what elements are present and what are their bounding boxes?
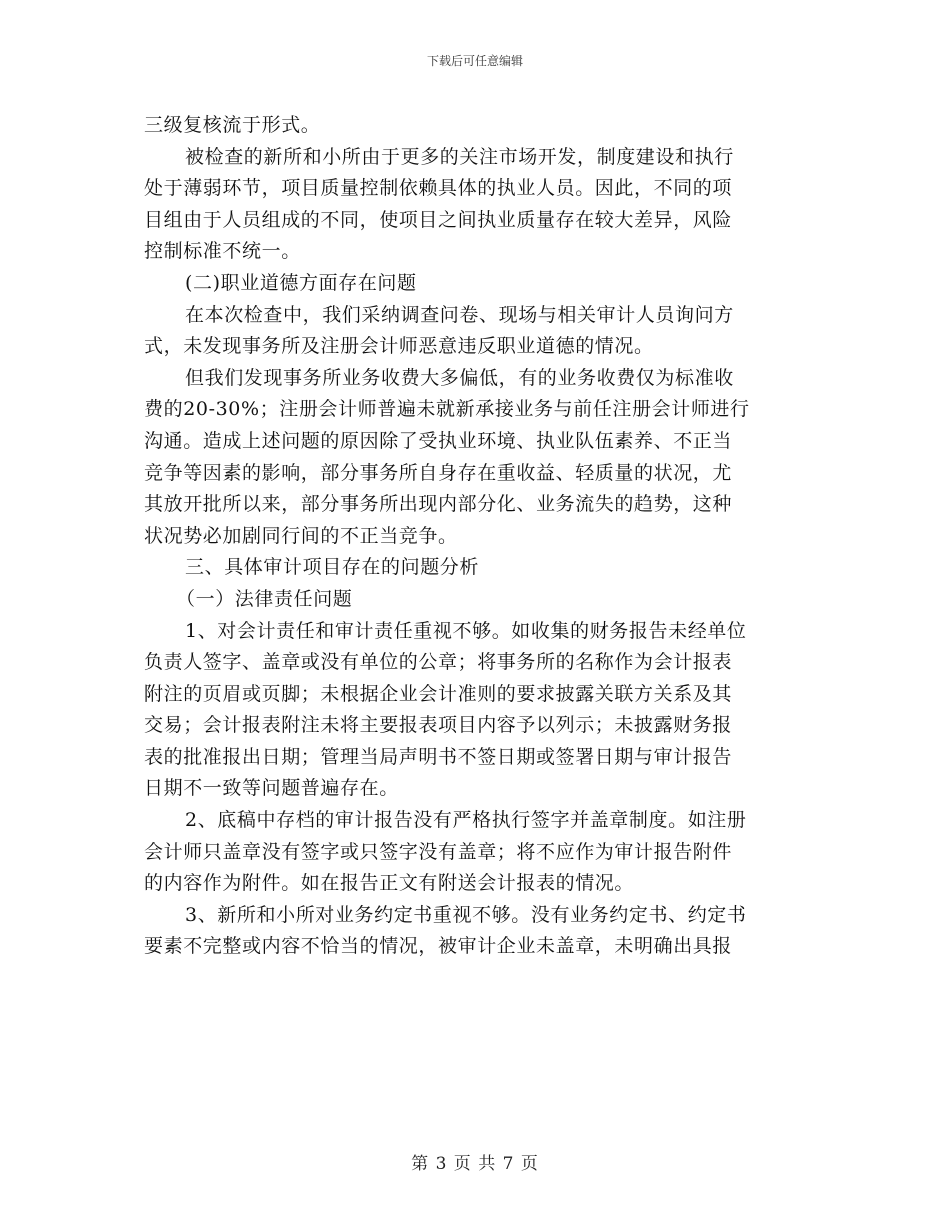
text-line: 负责人签字、盖章或没有单位的公章；将事务所的名称作为会计报表: [144, 651, 733, 674]
text-line: 三级复核流于形式。: [144, 114, 321, 136]
paragraph-start: 但我们发现事务所业务收费大多偏低，有的业务收费仅为标准收: [185, 366, 734, 389]
text-line: 目组由于人员组成的不同，使项目之间执业质量存在较大差异，风险: [144, 208, 733, 231]
paragraph-start: 在本次检查中，我们采纳调查问卷、现场与相关审计人员询问方: [185, 303, 734, 326]
text-line: 状况势必加剧同行间的不正当竞争。: [144, 524, 458, 547]
text-line: 控制标准不统一。: [144, 240, 301, 263]
text-line: 竞争等因素的影响，部分事务所自身存在重收益、轻质量的状况，尤: [144, 461, 733, 484]
paragraph-start: 被检查的新所和小所由于更多的关注市场开发，制度建设和执行: [185, 145, 734, 168]
section-heading: 三、具体审计项目存在的问题分析: [185, 556, 480, 579]
text-line: 要素不完整或内容不恰当的情况，被审计企业未盖章，未明确出具报: [144, 935, 733, 958]
document-body: [144, 110, 809, 963]
text-line: 式，未发现事务所及注册会计师恶意违反职业道德的情况。: [144, 335, 654, 358]
section-heading: (二)职业道德方面存在问题: [185, 271, 417, 294]
text-line: 其放开批所以来，部分事务所出现内部分化、业务流失的趋势，这种: [144, 493, 733, 516]
paragraph-start: 2、底稿中存档的审计报告没有严格执行签字并盖章制度。如注册: [185, 809, 747, 832]
page-number: 第 3 页 共 7 页: [411, 1154, 539, 1174]
text-line: 沟通。造成上述问题的原因除了受执业环境、执业队伍素养、不正当: [144, 429, 733, 452]
text-line: 处于薄弱环节，项目质量控制依赖具体的执业人员。因此，不同的项: [144, 177, 733, 200]
text-line: 的内容作为附件。如在报告正文有附送会计报表的情况。: [144, 872, 635, 895]
page-header: 下载后可任意编辑: [426, 54, 523, 68]
text-line: 表的批准报出日期；管理当局声明书不签日期或签署日期与审计报告: [144, 745, 733, 768]
paragraph-start: 1、对会计责任和审计责任重视不够。如收集的财务报告未经单位: [185, 619, 747, 642]
text-line: 附注的页眉或页脚；未根据企业会计准则的要求披露关联方关系及其: [144, 682, 733, 705]
paragraph-start: 3、新所和小所对业务约定书重视不够。没有业务约定书、约定书: [185, 903, 747, 926]
subsection-heading: （一）法律责任问题: [176, 587, 353, 610]
text-line: 费的20-30%；注册会计师普遍未就新承接业务与前任注册会计师进行: [144, 398, 750, 421]
text-line: 会计师只盖章没有签字或只签字没有盖章；将不应作为审计报告附件: [144, 840, 733, 863]
text-line: 交易；会计报表附注未将主要报表项目内容予以列示；未披露财务报: [144, 714, 733, 737]
text-line: 日期不一致等问题普遍存在。: [144, 777, 399, 800]
